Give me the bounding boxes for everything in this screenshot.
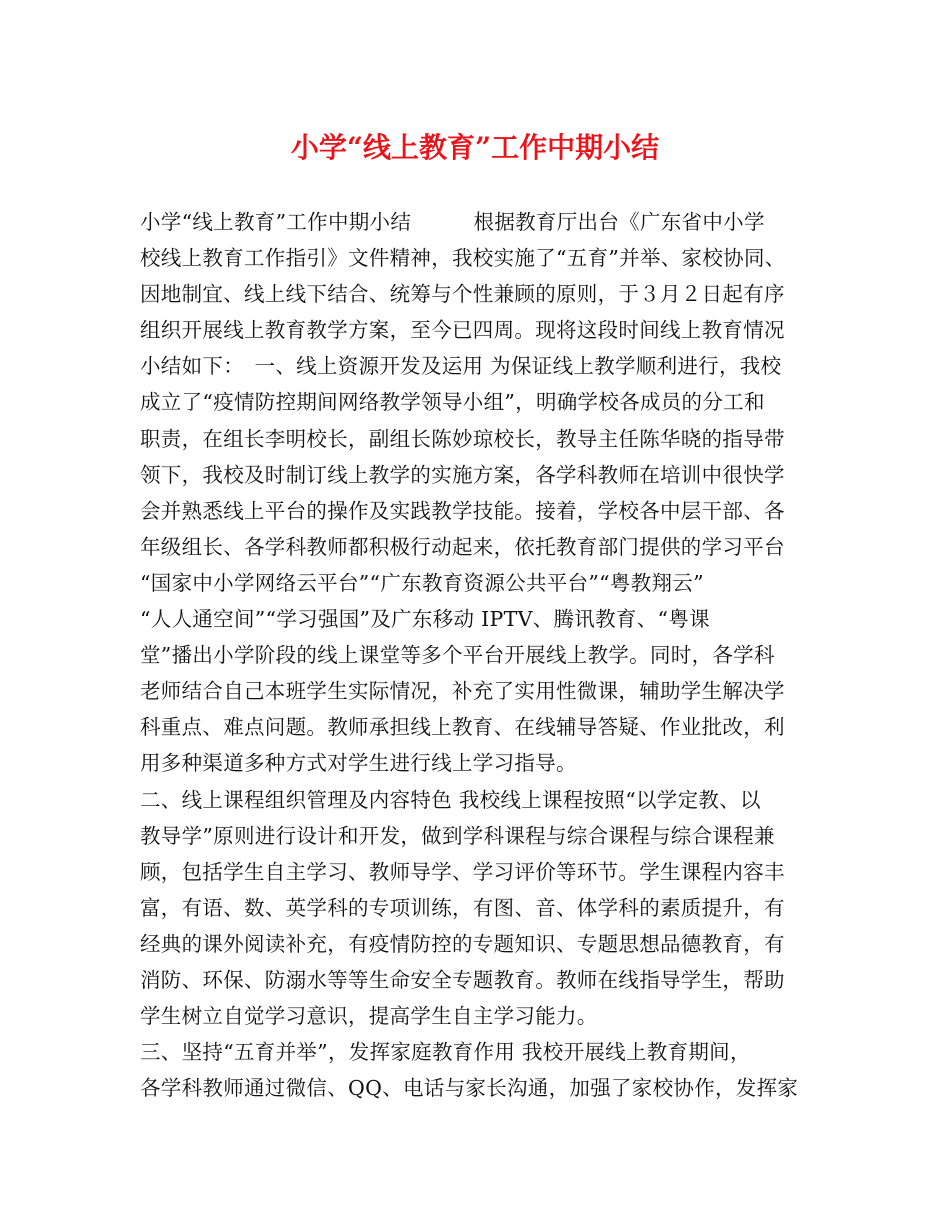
body-line: 顾，包括学生自主学习、教师导学、学习评价等环节。学生课程内容丰 [140,859,785,884]
body-line: “国家中小学网络云平台”“广东教育资源公共平台”“粤教翔云” [140,570,704,595]
body-line: 堂”播出小学阶段的线上课堂等多个平台开展线上教学。同时，各学科 [140,643,775,668]
document-body [140,204,830,1106]
body-line: 经典的课外阅读补充，有疫情防控的专题知识、专题思想品德教育，有 [140,931,785,956]
body-line: 校线上教育工作指引》文件精神，我校实施了“五育”并举、家校协同、 [140,246,786,271]
body-line: 组织开展线上教育教学方案，至今已四周。现将这段时间线上教育情况 [140,318,785,343]
body-line: 教导学”原则进行设计和开发，做到学科课程与综合课程与综合课程兼 [140,823,775,848]
body-line: 各学科教师通过微信、QQ、电话与家长沟通，加强了家校协作，发挥家 [140,1076,799,1101]
body-line: 职责，在组长李明校长，副组长陈妙琼校长，教导主任陈华晓的指导带 [140,426,785,451]
body-line: 富，有语、数、英学科的专项训练，有图、音、体学科的素质提升，有 [140,895,785,920]
body-line: 领下，我校及时制订线上教学的实施方案，各学科教师在培训中很快学 [140,462,785,487]
body-line: 小结如下： 一、线上资源开发及运用 为保证线上教学顺利进行，我校 [140,354,782,379]
body-line: 三、坚持“五育并举”，发挥家庭教育作用 我校开展线上教育期间， [140,1040,751,1065]
document-title: 小学“线上教育”工作中期小结 [290,131,660,164]
body-line: 老师结合自己本班学生实际情况，补充了实用性微课，辅助学生解决学 [140,679,785,704]
body-line: 学生树立自觉学习意识，提高学生自主学习能力。 [140,1004,598,1029]
body-line: 因地制宜、线上线下结合、统筹与个性兼顾的原则，于３月２日起有序 [140,282,785,307]
body-line: 二、线上课程组织管理及内容特色 我校线上课程按照“以学定教、以 [140,787,761,812]
body-line: 用多种渠道多种方式对学生进行线上学习指导。 [140,751,577,776]
body-line: 年级组长、各学科教师都积极行动起来，依托教育部门提供的学习平台 [140,534,785,559]
body-line: 消防、环保、防溺水等等生命安全专题教育。教师在线指导学生，帮助 [140,967,785,992]
body-line: 科重点、难点问题。教师承担线上教育、在线辅导答疑、作业批改，利 [140,715,785,740]
body-line: “人人通空间”“学习强国”及广东移动 IPTV、腾讯教育、“粤课 [140,607,710,632]
body-line: 成立了“疫情防控期间网络教学领导小组”，明确学校各成员的分工和 [140,390,765,415]
body-line: 小学“线上教育”工作中期小结 根据教育厅出台《广东省中小学 [140,210,765,234]
body-line: 会并熟悉线上平台的操作及实践教学技能。接着，学校各中层干部、各 [140,498,785,523]
